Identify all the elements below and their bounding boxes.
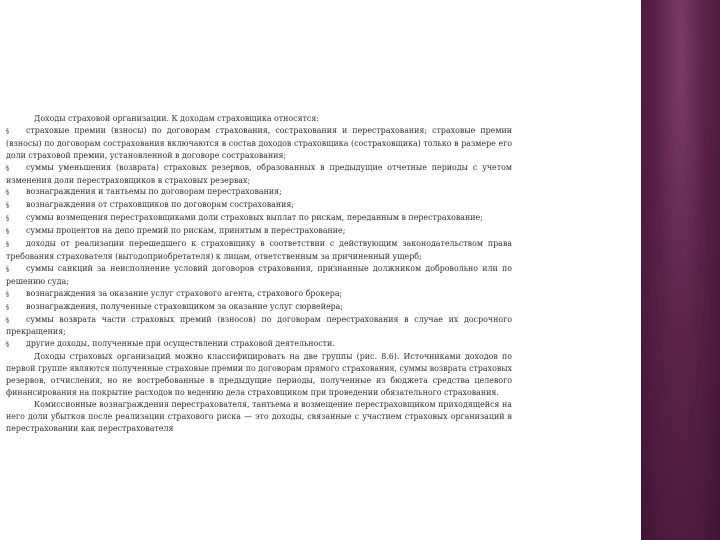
bullet-item: § суммы уменьшения (возврата) страховых резервов, образованных в предыдущие отчетные периоды с учетом изменения доли перестраховщиков в страховых резервах; [6, 162, 512, 185]
bullet-item: § вознаграждения, полученные страховщиком за оказание услуг сюрвейера; [6, 301, 512, 314]
bullet-item: § вознаграждения и тантьемы по договорам перестрахования; [6, 186, 512, 199]
bullet-icon: § [6, 341, 9, 349]
paragraph: Комиссионные вознаграждения перестрахователя, тантьема и возмещение перестраховщиком приходящейся на него доли убытков после реализации страхового риска — это доходы, связанные с участием страховых организаций в перестраховании как перестрахователя [6, 399, 512, 433]
bullet-item: § доходы от реализации перешедшего к страховщику в соответствии с действующим законодательством права требования страхователя (выгодоприобретателя) к лицам, ответственным за причиненный ущерб; [6, 239, 512, 261]
bullet-item: § суммы возврата части страховых премий (взносов) по договорам перестрахования в случае их досрочного прекращения; [6, 314, 512, 337]
bullet-icon: § [6, 241, 9, 249]
bullet-icon: § [6, 202, 9, 210]
bullet-icon: § [6, 303, 9, 311]
bullet-icon: § [6, 189, 9, 197]
document-body [6, 113, 512, 435]
bullet-icon: § [6, 228, 9, 236]
bullet-item: § суммы процентов на депо премий по рискам, принятым в перестрахование; [6, 225, 512, 238]
bullet-item: § вознаграждения за оказание услуг страхового агента, страхового брокера; [6, 288, 512, 301]
bullet-item: § вознаграждения от страховщиков по договорам сострахования; [6, 199, 512, 212]
paragraph: Доходы страховых организаций можно классифицировать на две группы (рис. 8.6). Источниками доходов по первой группе являются полученные страховые премии по договорам прямого страхования, суммы возврата страховых резервов, отчисления, но не востребованные в предыдущие периоды, полученные из бюджета средства целевого финансирования на покрытие расходов по ведению дела страховщиком при проведении обязательного страхования. [6, 352, 512, 397]
bullet-item: § суммы возмещения перестраховщиками доли страховых выплат по рискам, переданным в перестрахование; [6, 212, 512, 225]
bullet-icon: § [6, 265, 9, 273]
bullet-icon: § [6, 127, 9, 135]
bullet-icon: § [6, 215, 9, 223]
decorative-sidebar [641, 0, 720, 540]
bullet-item: § суммы санкций за неисполнение условий договоров страхования, признанные должником добровольно или по решению суда; [6, 263, 512, 286]
paragraph: Доходы страховой организации. К доходам страховщика относятся: [34, 114, 319, 123]
bullet-icon: § [6, 290, 9, 298]
bullet-item: § страховые премии (взносы) по договорам страхования, сострахования и перестрахования; страховые премии (взносы) по договорам сострахования включаются в состав доходов страховщика (состраховщика) только в размере его доли страховой премии, установленной в договоре сострахования; [6, 125, 512, 160]
bullet-icon: § [6, 316, 9, 324]
bullet-icon: § [6, 164, 9, 172]
bullet-item: § другие доходы, полученные при осуществлении страховой деятельности. [6, 338, 512, 351]
